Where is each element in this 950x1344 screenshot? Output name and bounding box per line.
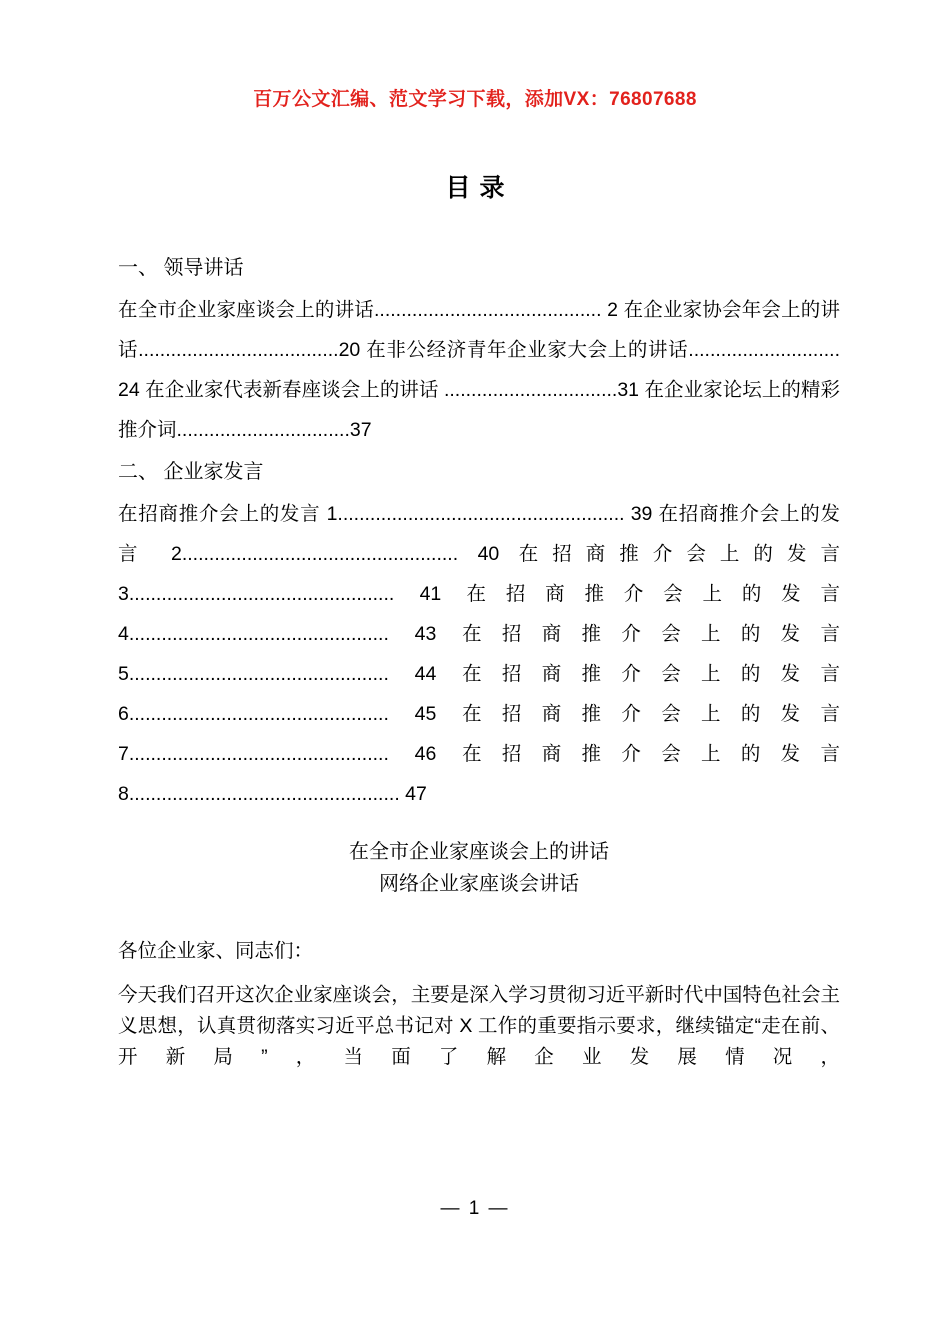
toc-section-heading-1: 一、 领导讲话: [118, 257, 244, 279]
page-title: 目录: [445, 174, 514, 202]
promo-banner-text: 百万公文汇编、范文学习下载，添加VX：76807688: [253, 89, 697, 110]
document-heading-line-1: 在全市企业家座谈会上的讲话: [349, 841, 609, 863]
toc-entries-section-2: 在招商推介会上的发言 1..................................................... 39 在招商推介会上的发言 2................................................... 40 在招商推介会上的发言 3................................................. 41 在招商推介会上的发言 4................................................ 43 在招商推介会上的发言 5................................................ 44 在招商推介会上的发言 6................................................ 45 在招商推介会上的发言 7................................................ 46 在招商推介会上的发言 8.................................................. 47: [118, 503, 840, 805]
toc-section-heading-2: 二、 企业家发言: [118, 461, 264, 483]
salutation-text: 各位企业家、同志们：: [118, 940, 314, 962]
document-heading: [118, 836, 840, 900]
body-paragraph-1: 今天我们召开这次企业家座谈会，主要是深入学习贯彻习近平新时代中国特色社会主义思想，认真贯彻落实习近平总书记对 X 工作的重要指示要求，继续锚定“走在前、开新局”，当面了解企业发展情况，: [118, 984, 840, 1068]
document-content: [118, 246, 840, 1104]
document-heading-line-2: 网络企业家座谈会讲话: [379, 873, 579, 895]
page-number-footer: — 1 —: [440, 1198, 510, 1219]
toc-entries-section-1: 在全市企业家座谈会上的讲话.......................................... 2 在企业家协会年会上的讲话.....................................20 在非公经济青年企业家大会上的讲话............................ 24 在企业家代表新春座谈会上的讲话 ................................31 在企业家论坛上的精彩推介词................................37: [118, 299, 840, 441]
